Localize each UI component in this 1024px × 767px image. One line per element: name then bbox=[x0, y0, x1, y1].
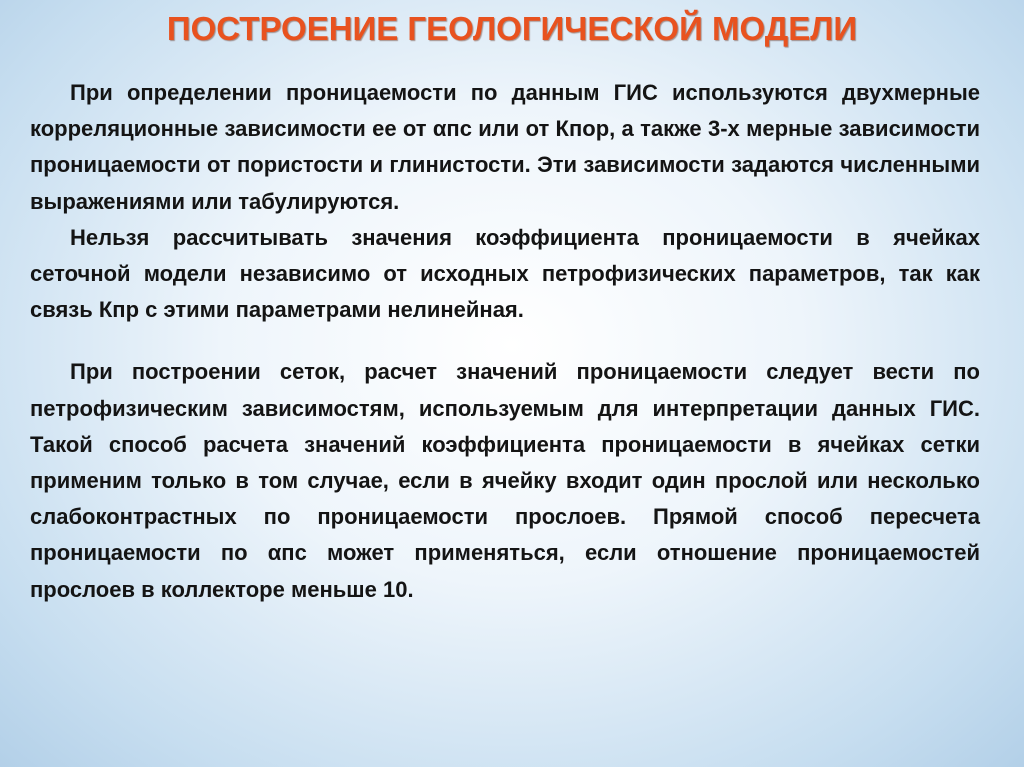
paragraph-grid-construction: При построении сеток, расчет значений проницаемости следует вести по петрофизическим зависимостям, используемым для интерпретации данных ГИС. Такой способ расчета значений коэффициента проницаемости в ячейках сетки применим только в том случае, если в ячейку входит один прослой или несколько слабоконтрастных по проницаемости прослоев. Прямой способ пересчета проницаемости по αпс может применяться, если отношение проницаемостей прослоев в коллекторе меньше 10. bbox=[30, 359, 980, 602]
slide-body bbox=[30, 75, 980, 608]
paragraph-permeability-correlations: При определении проницаемости по данным ГИС используются двухмерные корреляционные зависимости ее от αпс или от Кпор, а также 3-х мерные зависимости проницаемости от пористости и глинистости. Эти зависимости задаются численными выражениями или табулируются. bbox=[30, 80, 980, 214]
slide-title: ПОСТРОЕНИЕ ГЕОЛОГИЧЕСКОЙ МОДЕЛИ bbox=[166, 10, 858, 47]
paragraph-nonlinear-relation: Нельзя рассчитывать значения коэффициента проницаемости в ячейках сеточной модели независимо от исходных петрофизических параметров, так как связь Кпр с этими параметрами нелинейная. bbox=[30, 224, 980, 323]
